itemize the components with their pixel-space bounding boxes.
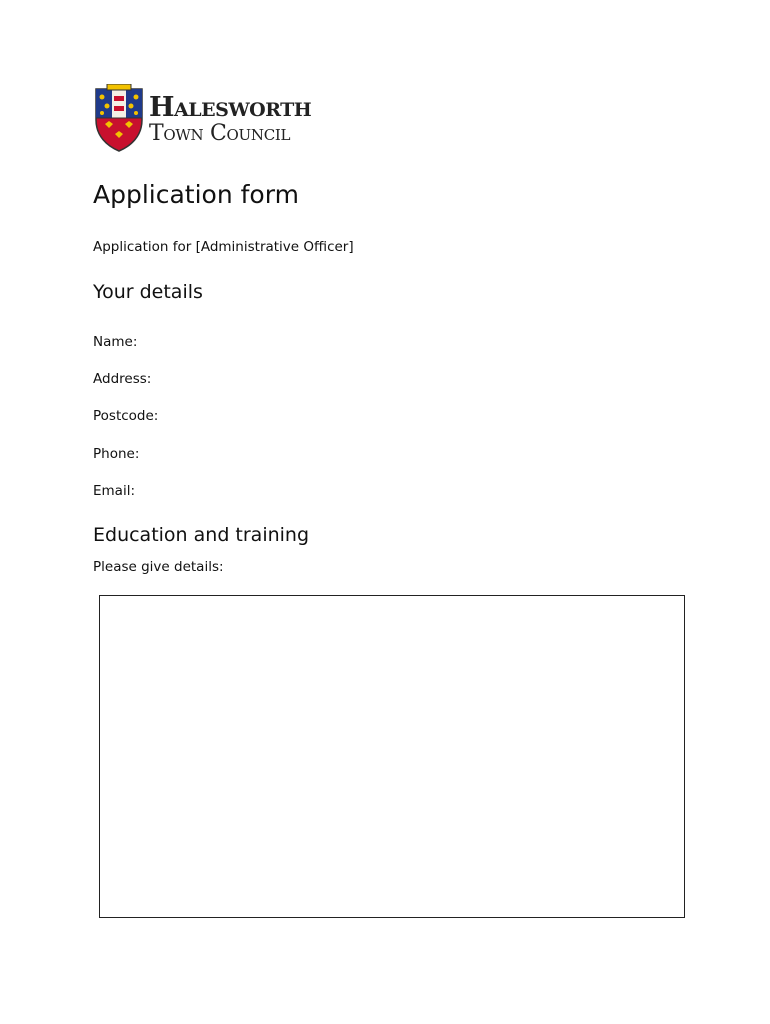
phone-label: Phone: xyxy=(93,446,140,462)
council-logo xyxy=(93,84,338,152)
education-details-box[interactable] xyxy=(99,595,685,918)
logo-line-halesworth: Halesworth xyxy=(149,92,312,123)
logo-wordmark xyxy=(149,94,311,145)
education-prompt: Please give details: xyxy=(93,559,224,575)
your-details-heading: Your details xyxy=(93,281,203,303)
postcode-label: Postcode: xyxy=(93,408,159,424)
logo-line-town-council: Town Council xyxy=(149,121,291,146)
email-label: Email: xyxy=(93,483,136,499)
education-heading: Education and training xyxy=(93,524,310,546)
coat-of-arms-icon xyxy=(93,84,145,152)
name-label: Name: xyxy=(93,334,138,350)
page-title: Application form xyxy=(93,180,299,209)
address-label: Address: xyxy=(93,371,152,387)
application-for-text: Application for [Administrative Officer] xyxy=(93,239,354,255)
